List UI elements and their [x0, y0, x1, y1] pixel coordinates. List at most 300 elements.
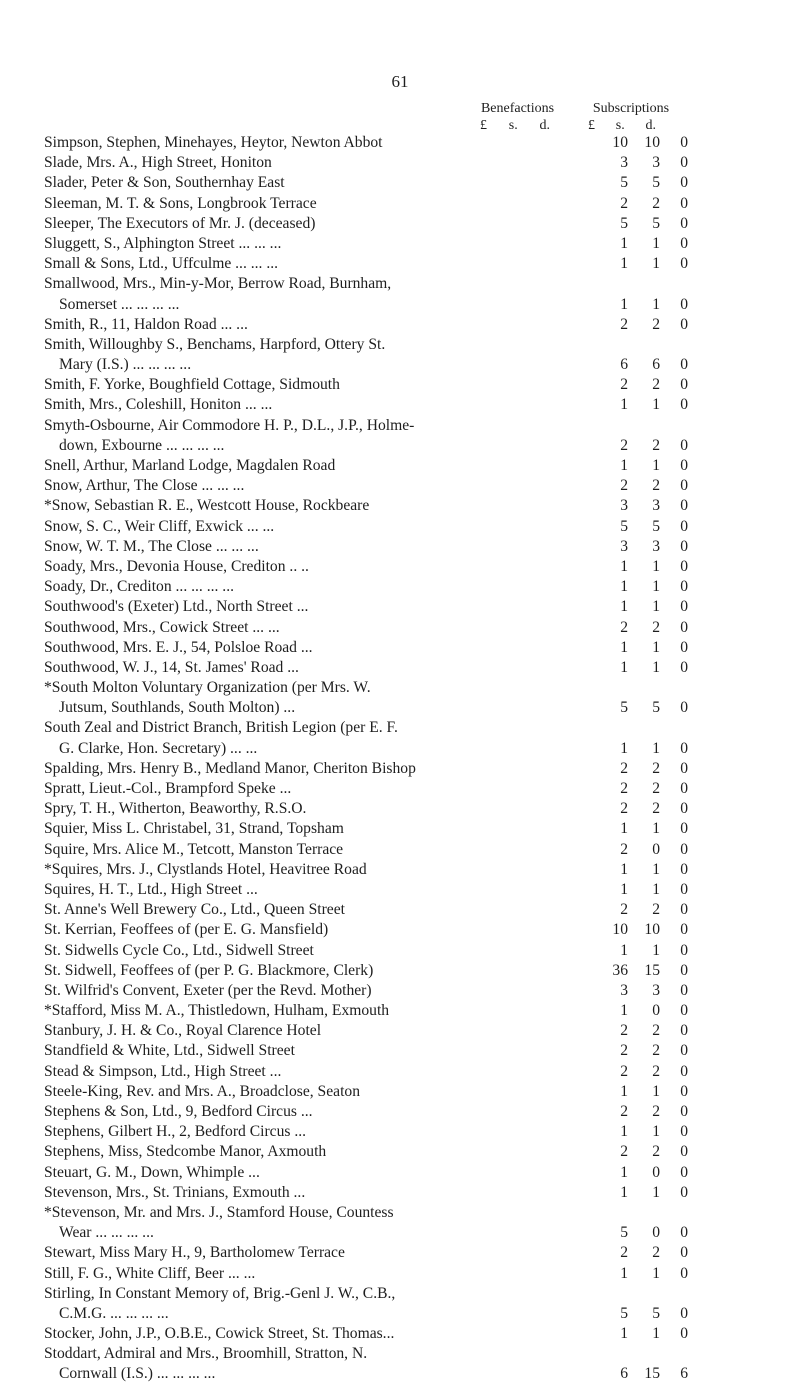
entry-text: Smallwood, Mrs., Min-y-Mor, Berrow Road, Burnham,: [44, 275, 392, 293]
amount-shillings: 3: [652, 981, 660, 999]
entry-line: [0, 860, 800, 880]
amount-pounds: 6: [620, 356, 628, 374]
entry-line: [0, 1304, 800, 1324]
amount-shillings: 2: [652, 780, 660, 797]
list-item: [0, 517, 800, 537]
amount-pence: 0: [680, 1022, 688, 1040]
amount-pence: 0: [680, 699, 688, 717]
entry-line: [0, 1243, 800, 1263]
amount-shillings: 2: [652, 1143, 660, 1161]
entry-line: [0, 1163, 800, 1183]
entry-text: Spalding, Mrs. Henry B., Medland Manor, Cheriton Bishop: [44, 759, 416, 777]
entry-text: Stephens, Miss, Stedcombe Manor, Axmouth: [44, 1143, 327, 1161]
entry-text: Stead & Simpson, Ltd., High Street ...: [44, 1062, 282, 1080]
amount-shillings: 1: [652, 234, 660, 252]
entry-text: Slade, Mrs. A., High Street, Honiton: [44, 154, 272, 172]
entry-text: Southwood, Mrs. E. J., 54, Polsloe Road ...: [44, 638, 313, 656]
amount-pounds: 1: [620, 658, 628, 676]
entry-line: [0, 436, 800, 456]
list-item: [0, 537, 800, 557]
amount-shillings: 1: [652, 820, 660, 838]
amount-pounds: 2: [620, 800, 628, 818]
amount-pounds: 3: [620, 537, 628, 555]
entry-line: [0, 1324, 800, 1344]
list-item: [0, 941, 800, 961]
amount-shillings: 3: [652, 154, 660, 172]
amount-pounds: 2: [620, 618, 628, 636]
list-item: [0, 1041, 800, 1061]
amount-pounds: 1: [620, 598, 628, 616]
entry-line: [0, 597, 800, 617]
entry-text: South Zeal and District Branch, British Legion (per E. F.: [44, 719, 398, 737]
list-item: [0, 1062, 800, 1082]
entry-line: [0, 173, 800, 193]
entry-line: [0, 1062, 800, 1082]
entry-text: St. Sidwell, Feoffees of (per P. G. Blackmore, Clerk): [44, 961, 374, 979]
entry-line: [0, 658, 800, 678]
amount-pence: 0: [680, 234, 688, 252]
entry-text: St. Sidwells Cycle Co., Ltd., Sidwell Street: [44, 941, 314, 959]
amount-pence: 0: [680, 800, 688, 818]
amount-pence: 0: [680, 921, 688, 939]
list-item: [0, 840, 800, 860]
amount-pounds: 1: [620, 255, 628, 273]
amount-shillings: 1: [652, 638, 660, 656]
entry-line: [0, 214, 800, 234]
amount-pence: 0: [680, 194, 688, 212]
amount-pounds: 1: [620, 941, 628, 959]
amount-pounds: 5: [620, 174, 628, 192]
list-item: [0, 375, 800, 395]
amount-shillings: 5: [652, 1304, 660, 1322]
amount-shillings: 2: [652, 759, 660, 777]
list-item: [0, 981, 800, 1001]
entry-line: [0, 234, 800, 254]
entry-text: Snow, Arthur, The Close ... ... ...: [44, 477, 245, 495]
amount-pence: 0: [680, 477, 688, 495]
list-item: [0, 1082, 800, 1102]
entry-line: [0, 1223, 800, 1243]
entry-line: [0, 476, 800, 496]
amount-pence: 0: [680, 860, 688, 878]
amount-pence: 0: [680, 1103, 688, 1120]
amount-pence: 0: [680, 356, 688, 374]
amount-pounds: 2: [620, 477, 628, 495]
list-item: [0, 618, 800, 638]
amount-pence: 0: [680, 436, 688, 454]
amount-pence: 0: [680, 981, 688, 999]
amount-pounds: 1: [620, 1163, 628, 1181]
amount-pounds: 1: [620, 1264, 628, 1282]
amount-shillings: 10: [644, 134, 660, 151]
list-item: [0, 1243, 800, 1263]
amount-pounds: 1: [620, 1123, 628, 1141]
entry-line: [0, 718, 800, 738]
list-item: [0, 1284, 800, 1324]
amount-pounds: 2: [620, 1244, 628, 1262]
amount-pence: 0: [680, 880, 688, 898]
amount-shillings: 2: [652, 1022, 660, 1040]
entry-text: Southwood, Mrs., Cowick Street ... ...: [44, 618, 280, 636]
list-item: [0, 476, 800, 496]
entry-line: [0, 638, 800, 658]
entry-line: [0, 1021, 800, 1041]
entry-text: *Snow, Sebastian R. E., Westcott House, Rockbeare: [44, 497, 370, 515]
list-item: [0, 416, 800, 456]
entry-line: [0, 1344, 800, 1364]
amount-shillings: 2: [652, 1042, 660, 1060]
amount-pounds: 5: [620, 1224, 628, 1242]
amount-pounds: 1: [620, 1082, 628, 1100]
list-item: [0, 718, 800, 758]
entry-text: Somerset ... ... ... ...: [59, 295, 180, 313]
entry-line: [0, 395, 800, 415]
amount-pence: 0: [680, 537, 688, 555]
amount-pence: 0: [680, 154, 688, 172]
entry-text: Smith, Mrs., Coleshill, Honiton ... ...: [44, 396, 273, 414]
entry-line: [0, 1041, 800, 1061]
entry-line: [0, 961, 800, 981]
amount-shillings: 0: [652, 1163, 660, 1181]
amount-pence: 0: [680, 396, 688, 414]
entry-line: [0, 133, 800, 153]
entry-text: Smith, Willoughby S., Benchams, Harpford, Ottery St.: [44, 335, 386, 353]
amount-shillings: 2: [652, 901, 660, 919]
entry-line: [0, 1183, 800, 1203]
amount-pounds: 2: [620, 1062, 628, 1080]
amount-shillings: 1: [652, 578, 660, 596]
entry-line: [0, 759, 800, 779]
page-number: 61: [391, 72, 409, 91]
entry-text: Southwood's (Exeter) Ltd., North Street ...: [44, 598, 309, 616]
amount-shillings: 1: [652, 880, 660, 898]
amount-pounds: 3: [620, 981, 628, 999]
amount-shillings: 2: [652, 376, 660, 394]
entry-text: Sluggett, S., Alphington Street ... ... ...: [44, 234, 282, 252]
amount-shillings: 2: [652, 800, 660, 818]
amount-pence: 0: [680, 759, 688, 777]
amount-pounds: 1: [620, 860, 628, 878]
amount-pounds: 1: [620, 295, 628, 313]
amount-pounds: 5: [620, 699, 628, 717]
entry-line: [0, 678, 800, 698]
entry-text: St. Kerrian, Feoffees of (per E. G. Mansfield): [44, 921, 329, 939]
amount-shillings: 2: [652, 194, 660, 212]
subscriptions-label: Subscriptions: [592, 101, 670, 116]
entry-text: *Stevenson, Mr. and Mrs. J., Stamford House, Countess: [44, 1203, 394, 1221]
list-item: [0, 1203, 800, 1243]
amount-pence: 0: [680, 557, 688, 575]
list-item: [0, 1142, 800, 1162]
amount-pence: 0: [680, 1082, 688, 1100]
amount-pounds: 5: [620, 1304, 628, 1322]
entry-line: [0, 1122, 800, 1142]
amount-shillings: 6: [652, 356, 660, 374]
list-item: [0, 597, 800, 617]
list-item: [0, 658, 800, 678]
entry-text: Stanbury, J. H. & Co., Royal Clarence Hotel: [44, 1022, 322, 1040]
list-item: [0, 456, 800, 476]
amount-pence: 0: [680, 174, 688, 192]
entry-line: [0, 335, 800, 355]
entry-line: [0, 315, 800, 335]
subscriptions-pence-label: d.: [645, 118, 656, 133]
amount-shillings: 0: [652, 840, 660, 858]
list-item: [0, 799, 800, 819]
entry-line: [0, 1102, 800, 1122]
amount-pounds: 1: [620, 1002, 628, 1020]
list-item: [0, 1021, 800, 1041]
amount-pence: 0: [680, 1123, 688, 1141]
entry-text: Soady, Mrs., Devonia House, Crediton .. ..: [44, 557, 309, 575]
entry-line: [0, 1142, 800, 1162]
amount-shillings: 1: [652, 1264, 660, 1282]
entry-text: Stephens & Son, Ltd., 9, Bedford Circus ...: [44, 1103, 313, 1120]
entry-line: [0, 920, 800, 940]
amount-pence: 0: [680, 1062, 688, 1080]
amount-pounds: 1: [620, 457, 628, 474]
amount-pence: 0: [680, 1143, 688, 1161]
amount-pounds: 3: [620, 154, 628, 172]
list-item: [0, 194, 800, 214]
amount-pence: 0: [680, 578, 688, 596]
entry-text: Standfield & White, Ltd., Sidwell Street: [44, 1042, 295, 1060]
amount-shillings: 1: [652, 1183, 660, 1201]
amount-pence: 0: [680, 1002, 688, 1020]
amount-shillings: 15: [644, 1365, 660, 1383]
amount-pence: 0: [680, 638, 688, 656]
amount-pence: 0: [680, 598, 688, 616]
list-item: [0, 1001, 800, 1021]
entry-text: Steele-King, Rev. and Mrs. A., Broadclose, Seaton: [44, 1082, 361, 1100]
entry-line: [0, 557, 800, 577]
subscriptions-shillings-label: s.: [615, 118, 625, 133]
list-item: [0, 274, 800, 314]
amount-pence: 0: [680, 1183, 688, 1201]
amount-shillings: 1: [652, 658, 660, 676]
entry-text: Snow, S. C., Weir Cliff, Exwick ... ...: [44, 517, 275, 535]
amount-pounds: 1: [620, 1183, 628, 1201]
entry-line: [0, 698, 800, 718]
entry-text: Steuart, G. M., Down, Whimple ...: [44, 1163, 260, 1181]
amount-pounds: 1: [620, 880, 628, 898]
amount-pence: 0: [680, 941, 688, 959]
amount-pounds: 1: [620, 234, 628, 252]
entry-text: G. Clarke, Hon. Secretary) ... ...: [59, 739, 258, 757]
list-item: [0, 759, 800, 779]
amount-shillings: 5: [652, 174, 660, 192]
entry-line: [0, 254, 800, 274]
entry-line: [0, 456, 800, 476]
subscriptions-column-header: [576, 100, 686, 134]
amount-pounds: 6: [620, 1365, 628, 1383]
benefactions-label: Benefactions: [480, 101, 555, 116]
entry-text: Squires, H. T., Ltd., High Street ...: [44, 880, 258, 898]
list-item: [0, 678, 800, 718]
amount-shillings: 5: [652, 214, 660, 232]
amount-shillings: 0: [652, 1224, 660, 1242]
entry-text: Jutsum, Southlands, South Molton) ...: [59, 699, 296, 717]
entry-text: Squier, Miss L. Christabel, 31, Strand, Topsham: [44, 820, 344, 838]
list-item: [0, 395, 800, 415]
entry-line: [0, 274, 800, 294]
entry-text: Still, F. G., White Cliff, Beer ... ...: [44, 1264, 256, 1282]
entry-line: [0, 618, 800, 638]
list-item: [0, 1122, 800, 1142]
entry-text: Simpson, Stephen, Minehayes, Heytor, Newton Abbot: [44, 134, 383, 151]
entry-line: [0, 577, 800, 597]
amount-shillings: 2: [652, 315, 660, 333]
amount-shillings: 1: [652, 860, 660, 878]
amount-pounds: 2: [620, 840, 628, 858]
benefactions-units: [480, 117, 550, 134]
list-item: [0, 557, 800, 577]
amount-pence: 0: [680, 295, 688, 313]
entry-text: *Squires, Mrs. J., Clystlands Hotel, Heavitree Road: [44, 860, 367, 878]
list-item: [0, 254, 800, 274]
entry-line: [0, 1264, 800, 1284]
entry-line: [0, 739, 800, 759]
entry-line: [0, 153, 800, 173]
entry-line: [0, 799, 800, 819]
amount-shillings: 1: [652, 739, 660, 757]
amount-pence: 0: [680, 1042, 688, 1060]
entry-text: Soady, Dr., Crediton ... ... ... ...: [44, 578, 235, 596]
amount-shillings: 2: [652, 1244, 660, 1262]
amount-pence: 0: [680, 457, 688, 474]
list-item: [0, 819, 800, 839]
amount-pounds: 2: [620, 1042, 628, 1060]
amount-pence: 0: [680, 1163, 688, 1181]
amount-pence: 0: [680, 820, 688, 838]
list-item: [0, 1163, 800, 1183]
amount-shillings: 2: [652, 618, 660, 636]
subscriptions-units: [588, 117, 656, 134]
entry-text: Stirling, In Constant Memory of, Brig.-Genl J. W., C.B.,: [44, 1284, 396, 1302]
benefactions-pounds-label: £: [480, 118, 487, 133]
entry-text: Sleeper, The Executors of Mr. J. (deceased): [44, 214, 316, 232]
amount-pounds: 1: [620, 578, 628, 596]
amount-pence: 0: [680, 517, 688, 535]
entry-line: [0, 779, 800, 799]
entry-text: Stewart, Miss Mary H., 9, Bartholomew Terrace: [44, 1244, 345, 1262]
amount-pounds: 10: [612, 921, 628, 939]
amount-pence: 6: [680, 1365, 688, 1383]
entry-text: Snell, Arthur, Marland Lodge, Magdalen Road: [44, 457, 336, 474]
amount-pounds: 1: [620, 1325, 628, 1343]
subscriber-list: [0, 133, 800, 1385]
amount-pounds: 2: [620, 315, 628, 333]
amount-pounds: 10: [612, 134, 628, 151]
amount-shillings: 3: [652, 537, 660, 555]
amount-shillings: 1: [652, 1325, 660, 1343]
list-item: [0, 173, 800, 193]
amount-shillings: 1: [652, 1082, 660, 1100]
amount-pounds: 2: [620, 194, 628, 212]
list-item: [0, 1264, 800, 1284]
list-item: [0, 133, 800, 153]
entry-text: Smyth-Osbourne, Air Commodore H. P., D.L., J.P., Holme-: [44, 416, 415, 434]
amount-shillings: 1: [652, 1123, 660, 1141]
entry-text: Stoddart, Admiral and Mrs., Broomhill, Stratton, N.: [44, 1345, 368, 1363]
amount-pence: 0: [680, 315, 688, 333]
entry-line: [0, 981, 800, 1001]
list-item: [0, 1324, 800, 1344]
entry-line: [0, 840, 800, 860]
amount-pounds: 2: [620, 1022, 628, 1040]
list-item: [0, 880, 800, 900]
entry-text: Stocker, John, J.P., O.B.E., Cowick Street, St. Thomas...: [44, 1325, 395, 1343]
entry-text: *Stafford, Miss M. A., Thistledown, Hulham, Exmouth: [44, 1002, 390, 1020]
entry-line: [0, 416, 800, 436]
amount-shillings: 2: [652, 1062, 660, 1080]
amount-pounds: 2: [620, 901, 628, 919]
amount-shillings: 1: [652, 557, 660, 575]
entry-line: [0, 1001, 800, 1021]
subscriptions-pounds-label: £: [588, 118, 595, 133]
entry-text: C.M.G. ... ... ... ...: [59, 1304, 169, 1322]
amount-shillings: 1: [652, 295, 660, 313]
entry-text: Smith, R., 11, Haldon Road ... ...: [44, 315, 248, 333]
entry-line: [0, 941, 800, 961]
entry-text: *South Molton Voluntary Organization (per Mrs. W.: [44, 679, 371, 697]
entry-text: Southwood, W. J., 14, St. James' Road ...: [44, 658, 299, 676]
amount-shillings: 1: [652, 255, 660, 273]
entry-text: Stevenson, Mrs., St. Trinians, Exmouth ...: [44, 1183, 306, 1201]
entry-line: [0, 496, 800, 516]
amount-pounds: 5: [620, 214, 628, 232]
entry-line: [0, 1284, 800, 1304]
entry-line: [0, 900, 800, 920]
amount-pounds: 2: [620, 436, 628, 454]
entry-line: [0, 517, 800, 537]
amount-pence: 0: [680, 255, 688, 273]
amount-pounds: 2: [620, 376, 628, 394]
entry-text: Sleeman, M. T. & Sons, Longbrook Terrace: [44, 194, 317, 212]
list-item: [0, 1102, 800, 1122]
amount-pounds: 1: [620, 557, 628, 575]
amount-pence: 0: [680, 376, 688, 394]
list-item: [0, 779, 800, 799]
amount-pounds: 36: [612, 961, 628, 979]
entry-text: St. Anne's Well Brewery Co., Ltd., Queen Street: [44, 901, 345, 919]
amount-pence: 0: [680, 901, 688, 919]
amount-pence: 0: [680, 1264, 688, 1282]
amount-pounds: 2: [620, 780, 628, 797]
list-item: [0, 1183, 800, 1203]
list-item: [0, 961, 800, 981]
amount-pence: 0: [680, 739, 688, 757]
amount-pence: 0: [680, 497, 688, 515]
list-item: [0, 638, 800, 658]
amount-shillings: 3: [652, 497, 660, 515]
entry-text: Small & Sons, Ltd., Uffculme ... ... ...: [44, 255, 279, 273]
entry-line: [0, 194, 800, 214]
benefactions-pence-label: d.: [539, 118, 550, 133]
entry-text: Smith, F. Yorke, Boughfield Cottage, Sidmouth: [44, 376, 340, 394]
list-item: [0, 900, 800, 920]
list-item: [0, 860, 800, 880]
amount-shillings: 0: [652, 1002, 660, 1020]
entry-text: Snow, W. T. M., The Close ... ... ...: [44, 537, 259, 555]
amount-pounds: 2: [620, 1143, 628, 1161]
list-item: [0, 214, 800, 234]
amount-pounds: 2: [620, 1103, 628, 1120]
amount-pence: 0: [680, 1244, 688, 1262]
amount-pounds: 3: [620, 497, 628, 515]
amount-shillings: 1: [652, 457, 660, 474]
amount-shillings: 1: [652, 396, 660, 414]
